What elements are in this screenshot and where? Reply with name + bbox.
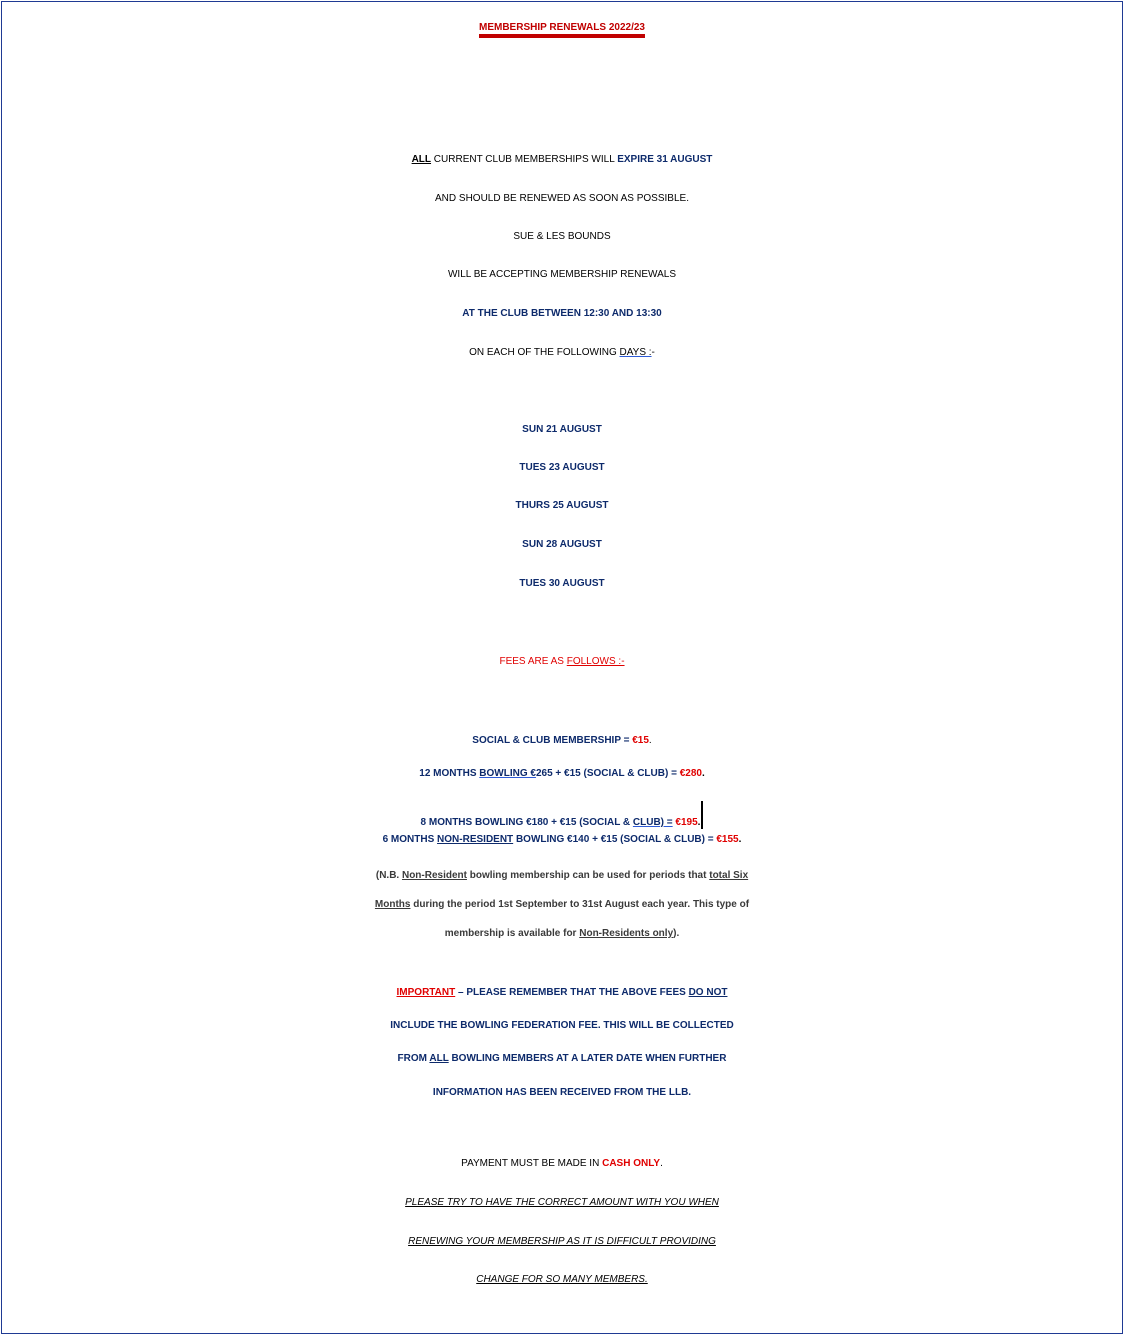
fee-social-price: €15 — [632, 735, 649, 746]
fee-12-months — [0, 768, 1124, 779]
fee-6-mid: BOWLING €140 + €15 (SOCIAL & CLUB) = — [513, 834, 717, 845]
day-item: TUES 23 AUGUST — [519, 462, 605, 473]
text-cursor — [701, 801, 703, 829]
fee-8-end: . — [697, 817, 701, 828]
important-l3-pre: FROM — [397, 1053, 430, 1064]
note-non-resident: Non-Resident — [401, 870, 467, 881]
intro-line-2: AND SHOULD BE RENEWED AS SOON AS POSSIBLE. — [435, 193, 689, 204]
note-non-residents-only: Non-Residents only — [579, 928, 674, 939]
fees-heading-pre: FEES ARE AS — [499, 656, 567, 667]
fee-12-end: . — [701, 768, 705, 779]
intro-l6-post: - — [651, 347, 655, 358]
fee-8-months — [0, 801, 1124, 829]
fee-6-months — [0, 834, 1124, 845]
intro-line-6 — [0, 347, 1124, 358]
important-do-not: DO NOT — [688, 987, 728, 998]
payment-cash-only: CASH ONLY — [602, 1158, 661, 1169]
fee-8-pre: 8 MONTHS BOWLING €180 + €15 (SOCIAL & — [420, 817, 633, 828]
important-line-4: INFORMATION HAS BEEN RECEIVED FROM THE LLB. — [432, 1087, 692, 1098]
payment-line-3: RENEWING YOUR MEMBERSHIP AS IT IS DIFFICULT PROVIDING — [408, 1236, 716, 1247]
fee-social-label: SOCIAL & CLUB MEMBERSHIP = — [472, 735, 633, 746]
fee-12-bowling: BOWLING € — [479, 768, 536, 779]
day-item: SUN 28 AUGUST — [522, 539, 602, 550]
payment-end: . — [660, 1158, 663, 1169]
day-item: SUN 21 AUGUST — [522, 424, 602, 435]
note-line-3 — [0, 928, 1124, 939]
payment-line-2: PLEASE TRY TO HAVE THE CORRECT AMOUNT WITH YOU WHEN — [405, 1197, 719, 1208]
intro-line-4: WILL BE ACCEPTING MEMBERSHIP RENEWALS — [447, 269, 676, 280]
fee-social-end: . — [648, 735, 652, 746]
note-f: during the period 1st September to 31st August each year. This type of — [410, 899, 750, 910]
intro-expire: EXPIRE 31 AUGUST — [617, 154, 713, 165]
important-line-3 — [0, 1053, 1124, 1064]
intro-line-3: SUE & LES BOUNDS — [513, 231, 611, 242]
intro-all: ALL — [411, 154, 432, 165]
intro-l1-mid: CURRENT CLUB MEMBERSHIPS WILL — [431, 154, 618, 165]
important-all: ALL — [429, 1053, 449, 1064]
fee-6-non-resident: NON-RESIDENT — [437, 834, 514, 845]
intro-line-5: AT THE CLUB BETWEEN 12:30 AND 13:30 — [462, 308, 662, 319]
note-a: (N.B. — [375, 870, 402, 881]
day-item: TUES 30 AUGUST — [519, 578, 605, 589]
fee-12-pre: 12 MONTHS — [419, 768, 480, 779]
note-c: bowling membership can be used for periods that — [466, 870, 710, 881]
note-total-six: total Six — [709, 870, 749, 881]
intro-l6-pre: ON EACH OF THE FOLLOWING — [469, 347, 620, 358]
fee-6-price: €155 — [716, 834, 739, 845]
fee-6-end: . — [738, 834, 742, 845]
fees-heading — [0, 656, 1124, 667]
note-line-1 — [0, 870, 1124, 881]
note-line-2 — [0, 899, 1124, 910]
fees-heading-follows: FOLLOWS :- — [566, 656, 625, 667]
intro-days-label: DAYS : — [619, 347, 652, 358]
payment-pre: PAYMENT MUST BE MADE IN — [461, 1158, 603, 1169]
payment-line-1 — [0, 1158, 1124, 1169]
important-l1-mid: – PLEASE REMEMBER THAT THE ABOVE FEES — [455, 987, 689, 998]
note-months: Months — [374, 899, 411, 910]
page-title: MEMBERSHIP RENEWALS 2022/23 — [479, 22, 645, 33]
fee-8-price: €195 — [675, 817, 698, 828]
important-l3-post: BOWLING MEMBERS AT A LATER DATE WHEN FURTHER — [448, 1053, 727, 1064]
intro-line-1 — [0, 154, 1124, 165]
important-line-2: INCLUDE THE BOWLING FEDERATION FEE. THIS WILL BE COLLECTED — [390, 1020, 734, 1031]
fee-8-club: CLUB) = — [632, 817, 673, 828]
fee-6-pre: 6 MONTHS — [382, 834, 438, 845]
fee-social — [0, 735, 1124, 746]
important-line-1 — [0, 987, 1124, 998]
fee-12-price: €280 — [679, 768, 702, 779]
note-g: membership is available for — [444, 928, 580, 939]
day-item: THURS 25 AUGUST — [515, 500, 609, 511]
important-label: IMPORTANT — [396, 987, 456, 998]
payment-line-4: CHANGE FOR SO MANY MEMBERS. — [476, 1274, 648, 1285]
fee-12-mid: 265 + €15 (SOCIAL & CLUB) = — [535, 768, 680, 779]
note-i: ). — [673, 928, 680, 939]
